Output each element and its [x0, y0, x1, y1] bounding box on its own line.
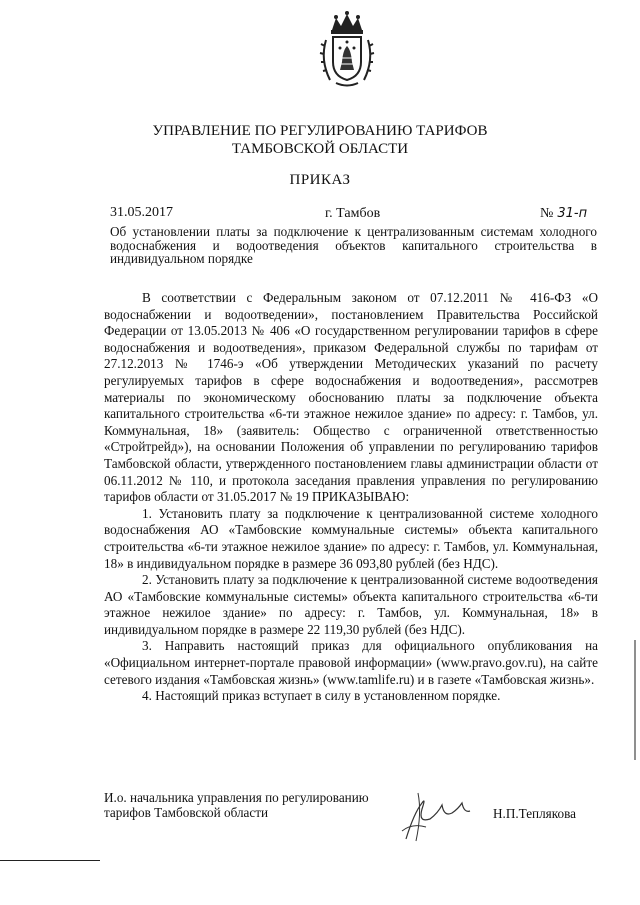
number-prefix: №	[540, 206, 554, 221]
order-item-3: 3. Направить настоящий приказ для официального опубликования на «Официальном интернет-портале правовой информации» (www.pravo.gov.ru), на сайте сетевого издания «Тамбовская жизнь» (www.tamlife.ru) и в газете «Тамбовская жизнь».	[104, 638, 598, 687]
document-number	[540, 206, 587, 222]
org-title-line2: ТАМБОВСКОЙ ОБЛАСТИ	[231, 141, 409, 157]
document-city: г. Тамбов	[325, 206, 381, 221]
divider-line	[0, 860, 100, 861]
order-item-2: 2. Установить плату за подключение к централизованной системе водоотведения АО «Тамбовские коммунальные системы» объекта капитального строительства «6-ти этажное нежилое здание» по адресу: г. Тамбов, ул. Коммунальная, 18» в индивидуальном порядке в размере 22 119,30 рублей (без НДС).	[104, 572, 598, 637]
signer-position-line1: И.о. начальника управления по регулированию	[104, 790, 369, 805]
order-item-1: 1. Установить плату за подключение к централизованной системе холодного водоснабжения АО «Тамбовские коммунальные системы» объекта капитального строительства «6-ти этажное нежилое здание» по адресу: г. Тамбов, ул. Коммунальная, 18» в индивидуальном порядке в размере 36 093,80 рублей (без НДС).	[104, 505, 598, 571]
document-body	[104, 290, 598, 705]
signer-position-line2: тарифов Тамбовской области	[104, 805, 269, 820]
order-item-4: 4. Настоящий приказ вступает в силу в установленном порядке.	[142, 688, 501, 704]
scan-edge-mark	[634, 640, 636, 760]
document-type: ПРИКАЗ	[289, 172, 351, 188]
preamble-paragraph: В соответствии с Федеральным законом от 07.12.2011 № 416-ФЗ «О водоснабжении и водоотведении», постановлением Правительства Российской Федерации от 13.05.2013 № 406 «О государственном регулировании тарифов в сфере водоснабжения и водоотведения», приказом Федеральной службы по тарифам от 27.12.2013 № 1746-э «Об утверждении Методических указаний по расчету регулируемых тарифов в сфере водоснабжения и водоотведения», рассмотрев материалы по экономическому обоснованию платы за подключение объекта капитального строительства «6-ти этажное нежилое здание» по адресу: г. Тамбов, ул. Коммунальная, 18» (заявитель: Общество с ограниченной ответственностью «Стройтрейд»), на основании Положения об управлении по регулированию тарифов Тамбовской области, утвержденного постановлением главы администрации области от 06.11.2012 № 110, и протокола заседания правления управления по регулированию тарифов области от 31.05.2017 № 19 ПРИКАЗЫВАЮ:	[104, 290, 598, 505]
signer-name: Н.П.Теплякова	[493, 806, 576, 821]
handwritten-signature	[392, 783, 482, 845]
number-handwritten: 31-п	[557, 206, 588, 221]
document-date: 31.05.2017	[110, 205, 173, 220]
coat-of-arms-icon	[318, 10, 376, 88]
document-subject: Об установлении платы за подключение к централизованным системам холодного водоснабжения и водоотведения объектов капитального строительства в индивидуальном порядке	[110, 224, 597, 266]
org-title-line1: УПРАВЛЕНИЕ ПО РЕГУЛИРОВАНИЮ ТАРИФОВ	[152, 123, 488, 139]
